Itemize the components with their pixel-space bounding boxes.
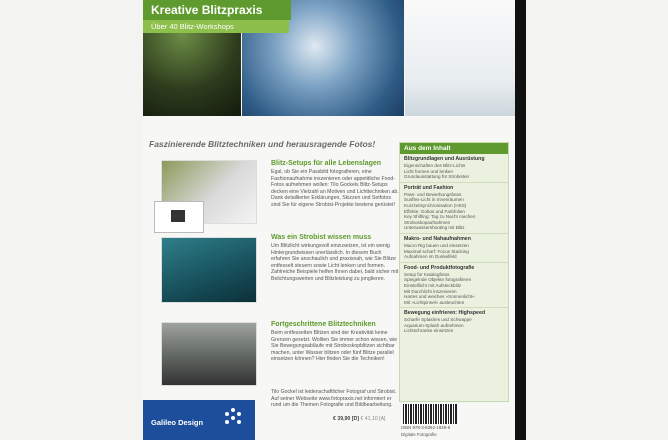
thumb-flash-array-photo	[161, 322, 257, 386]
contents-item: Mit »Lichtpinsel« ausleuchten	[404, 299, 465, 305]
contents-item: Effekte: Gobos und Farbfolien	[404, 208, 465, 214]
contents-item: Mit Durchlicht inszenieren	[404, 288, 457, 294]
contents-item: Grundausstattung für Strobisten	[404, 174, 470, 180]
isbn: ISBN 978-3-8362-1849-8	[401, 425, 451, 430]
section-strobist	[271, 234, 401, 283]
category: Digitale Fotografie	[401, 432, 437, 437]
contents-group-title: Porträt und Fashion	[404, 184, 454, 191]
contents-header: Aus dem Inhalt	[400, 143, 508, 154]
contents-item: Maximal scharf: Focus Stacking	[404, 248, 469, 254]
contents-item: Aufnahmen im Dunkelfeld	[404, 254, 457, 260]
contents-item: Spiegelnde Objekte fotografieren	[404, 277, 472, 283]
contents-group	[400, 263, 508, 309]
contents-group	[400, 154, 508, 183]
section-setups	[271, 160, 401, 209]
contents-box	[399, 142, 509, 402]
contents-group-title: Bewegung einfrieren: Highspeed	[404, 310, 485, 317]
contents-group-title: Makro- und Nahaufnahmen	[404, 235, 471, 242]
thumb-setup-photo	[161, 160, 257, 224]
section-heading: Was ein Strobist wissen muss	[271, 234, 372, 241]
section-body: Beim entfesselten Blitzen sind der Kreativität keine Grenzen gesetzt. Wollten Sie immer schon wissen, wie Sie Bewegungsabläufe mit Stroboskopblitzen sichtbar machen, unter Wasser blitzen oder fünf Blitze parallel einsetzen können? Hier finden Sie die Techniken!	[271, 330, 398, 363]
contents-group	[400, 183, 508, 234]
contents-item: Setup für Katalogfotos	[404, 271, 450, 277]
thumb-underwater-photo	[161, 237, 257, 303]
section-body: Um Blitzlicht wirkungsvoll einzusetzen, ist ein wenig Hintergrundwissen unerlässlich. In diesem Buch erfahren Sie anschaulich und praxisnah, wie Sie Blitze entfesselt steuern sowie Licht lenken und formen. Zahlreiche Beispiele helfen Ihnen dabei, bald sicher mit Belichtungswerten und Blitzleistung zu jonglieren.	[271, 243, 399, 282]
price	[333, 416, 386, 422]
section-heading: Fortgeschrittene Blitztechniken	[271, 321, 376, 328]
contents-item: Scharfe Splashes und Schwappe	[404, 317, 472, 323]
publisher-name: Galileo Design	[151, 418, 204, 427]
contents-item: Aquarium-Splash aufnehmen	[404, 322, 464, 328]
contents-item: Macro Rig bauen und einsetzen	[404, 242, 469, 248]
contents-item: Sunflex-Licht in Innenräumen	[404, 197, 464, 203]
contents-item: Licht formen und lenken	[404, 168, 454, 174]
contents-item: Stroboskopaufnahmen	[404, 219, 451, 225]
price-primary: € 39,90 [D]	[333, 416, 359, 422]
barcode	[403, 404, 457, 424]
book-title: Kreative Blitzpraxis	[143, 0, 291, 20]
contents-group	[400, 234, 508, 263]
contents-item: Eigenschaften des Blitz-Lichts	[404, 163, 466, 168]
contents-item: Hartes und weiches »Sonnenlicht«	[404, 294, 475, 300]
section-author	[271, 389, 401, 409]
contents-group	[400, 308, 508, 336]
book-spine	[515, 0, 526, 440]
publisher-logo	[143, 400, 255, 440]
thumb-setup-inset	[154, 201, 204, 233]
contents-group-title: Food- und Produktfotografie	[404, 264, 475, 271]
book-back-cover	[143, 0, 515, 440]
publisher-dots-icon	[225, 408, 245, 428]
section-heading: Blitz-Setups für alle Lebenslagen	[271, 160, 382, 167]
section-advanced	[271, 321, 401, 363]
section-body: Egal, ob Sie ein Passbild fotografieren, eine Fashionaufnahme inszenieren oder appetitliche Food-Fotos aufnehmen wollen: Tilo Gockels Blitz-Setups decken eine Vielzahl an Motiven und Lichttechniken ab. Dank detaillierter Erklärungen, Skizzen und Setfotos sind Sie für eigene Strobist-Projekte bestens gerüstet!	[271, 169, 399, 208]
tagline: Faszinierende Blitztechniken und herausragende Fotos!	[149, 139, 376, 149]
contents-item: Unterwassershooting mit Blitz	[404, 225, 465, 231]
price-secondary: € 41,10 [A]	[360, 416, 386, 422]
contents-group-title: Blitzgrundlagen und Ausrüstung	[404, 156, 485, 162]
author-bio: Tilo Gockel ist leidenschaftlicher Fotograf und Strobist. Auf seiner Webseite www.fotopraxis.net informiert er rund um die Themen Fotografie und Bildbearbeitung.	[271, 389, 397, 409]
contents-item: Lichtschranke einsetzen	[404, 328, 454, 334]
contents-item: Einstelllicht mit Aufsteckblitz	[404, 282, 462, 288]
photo-kiwi-splash	[405, 0, 515, 116]
contents-item: Key Shifting: Tag zu Nacht machen	[404, 214, 476, 220]
contents-item: Kurzzeitsynchronisation (HSS)	[404, 202, 467, 208]
contents-item: Pass- und Bewerbungsfotos	[404, 191, 462, 197]
book-subtitle: Über 40 Blitz-Workshops	[143, 20, 289, 33]
